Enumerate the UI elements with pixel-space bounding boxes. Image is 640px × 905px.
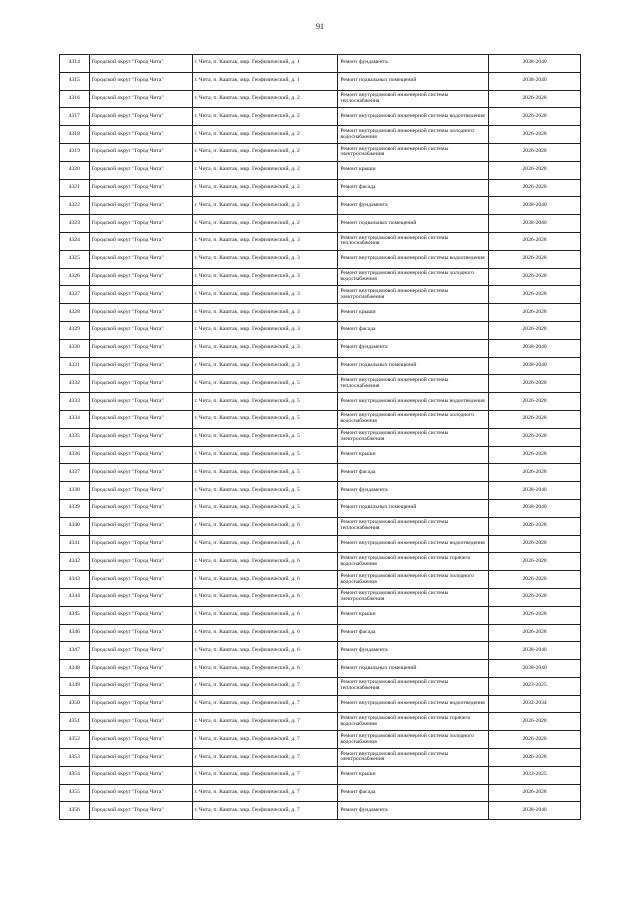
address-cell: г. Чита, п. Каштак, мкр. Геофизический, д. 6	[192, 571, 338, 589]
address-cell: г. Чита, п. Каштак, мкр. Геофизический, д. 2	[192, 143, 338, 161]
municipality-cell: Городской округ "Город Чита"	[89, 464, 192, 482]
work-type-cell: Ремонт подвальных помещений	[338, 499, 489, 517]
period-cell: 2026-2028	[489, 713, 581, 731]
address-cell: г. Чита, п. Каштак, мкр. Геофизический, д. 1	[192, 55, 338, 73]
row-number-cell: 4340	[60, 517, 90, 535]
table-row	[60, 232, 581, 250]
municipality-cell: Городской округ "Город Чита"	[89, 499, 192, 517]
work-type-cell: Ремонт внутридомовой инженерной системы электроснабжения	[338, 143, 489, 161]
work-type-cell: Ремонт фасада	[338, 321, 489, 339]
table-row	[60, 410, 581, 428]
municipality-cell: Городской округ "Город Чита"	[89, 588, 192, 606]
address-cell: г. Чита, п. Каштак, мкр. Геофизический, д. 2	[192, 108, 338, 126]
table-row	[60, 179, 581, 197]
municipality-cell: Городской округ "Город Чита"	[89, 731, 192, 749]
period-cell: 2038-2040	[489, 197, 581, 215]
municipality-cell: Городской округ "Город Чита"	[89, 428, 192, 446]
municipality-cell: Городской округ "Город Чита"	[89, 749, 192, 767]
table-row	[60, 660, 581, 678]
work-type-cell: Ремонт крыши	[338, 766, 489, 784]
address-cell: г. Чита, п. Каштак, мкр. Геофизический, д. 7	[192, 677, 338, 695]
period-cell: 2026-2028	[489, 108, 581, 126]
table-row	[60, 731, 581, 749]
row-number-cell: 4352	[60, 731, 90, 749]
period-cell: 2038-2040	[489, 642, 581, 660]
row-number-cell: 4332	[60, 375, 90, 393]
period-cell: 2023-2025	[489, 766, 581, 784]
period-cell: 2026-2028	[489, 624, 581, 642]
row-number-cell: 4321	[60, 179, 90, 197]
municipality-cell: Городской округ "Город Чита"	[89, 161, 192, 179]
row-number-cell: 4350	[60, 695, 90, 713]
period-cell: 2026-2028	[489, 375, 581, 393]
row-number-cell: 4333	[60, 393, 90, 411]
table-row	[60, 713, 581, 731]
period-cell: 2026-2028	[489, 731, 581, 749]
work-type-cell: Ремонт подвальных помещений	[338, 660, 489, 678]
period-cell: 2026-2028	[489, 749, 581, 767]
address-cell: г. Чита, п. Каштак, мкр. Геофизический, д. 2	[192, 197, 338, 215]
table-row	[60, 126, 581, 144]
period-cell: 2026-2028	[489, 784, 581, 802]
row-number-cell: 4343	[60, 571, 90, 589]
municipality-cell: Городской округ "Город Чита"	[89, 55, 192, 73]
period-cell: 2038-2040	[489, 660, 581, 678]
municipality-cell: Городской округ "Город Чита"	[89, 304, 192, 322]
municipality-cell: Городской округ "Город Чита"	[89, 517, 192, 535]
period-cell: 2026-2028	[489, 321, 581, 339]
period-cell: 2026-2028	[489, 250, 581, 268]
period-cell: 2032-2034	[489, 695, 581, 713]
table-row	[60, 250, 581, 268]
address-cell: г. Чита, п. Каштак, мкр. Геофизический, д. 5	[192, 446, 338, 464]
municipality-cell: Городской округ "Город Чита"	[89, 642, 192, 660]
work-type-cell: Ремонт внутридомовой инженерной системы теплоснабжения	[338, 517, 489, 535]
work-type-cell: Ремонт внутридомовой инженерной системы водоотведения	[338, 108, 489, 126]
row-number-cell: 4337	[60, 464, 90, 482]
table-row	[60, 339, 581, 357]
row-number-cell: 4331	[60, 357, 90, 375]
row-number-cell: 4335	[60, 428, 90, 446]
work-type-cell: Ремонт фундамента	[338, 339, 489, 357]
municipality-cell: Городской округ "Город Чита"	[89, 375, 192, 393]
table-row	[60, 571, 581, 589]
work-type-cell: Ремонт фасада	[338, 464, 489, 482]
row-number-cell: 4346	[60, 624, 90, 642]
period-cell: 2026-2028	[489, 304, 581, 322]
period-cell: 2026-2028	[489, 232, 581, 250]
address-cell: г. Чита, п. Каштак, мкр. Геофизический, д. 3	[192, 357, 338, 375]
address-cell: г. Чита, п. Каштак, мкр. Геофизический, д. 6	[192, 588, 338, 606]
address-cell: г. Чита, п. Каштак, мкр. Геофизический, д. 6	[192, 535, 338, 553]
table-row	[60, 393, 581, 411]
work-type-cell: Ремонт крыши	[338, 161, 489, 179]
table-row	[60, 428, 581, 446]
work-type-cell: Ремонт фундамента	[338, 197, 489, 215]
table-row	[60, 143, 581, 161]
address-cell: г. Чита, п. Каштак, мкр. Геофизический, д. 3	[192, 304, 338, 322]
municipality-cell: Городской округ "Город Чита"	[89, 126, 192, 144]
table-row	[60, 642, 581, 660]
period-cell: 2038-2040	[489, 215, 581, 233]
municipality-cell: Городской округ "Город Чита"	[89, 677, 192, 695]
municipality-cell: Городской округ "Город Чита"	[89, 108, 192, 126]
period-cell: 2038-2040	[489, 72, 581, 90]
municipality-cell: Городской округ "Город Чита"	[89, 713, 192, 731]
address-cell: г. Чита, п. Каштак, мкр. Геофизический, д. 6	[192, 624, 338, 642]
address-cell: г. Чита, п. Каштак, мкр. Геофизический, д. 5	[192, 410, 338, 428]
municipality-cell: Городской округ "Город Чита"	[89, 766, 192, 784]
municipality-cell: Городской округ "Город Чита"	[89, 321, 192, 339]
work-type-cell: Ремонт внутридомовой инженерной системы электроснабжения	[338, 749, 489, 767]
period-cell: 2026-2028	[489, 588, 581, 606]
row-number-cell: 4327	[60, 286, 90, 304]
municipality-cell: Городской округ "Город Чита"	[89, 357, 192, 375]
work-type-cell: Ремонт внутридомовой инженерной системы горячего водоснабжения	[338, 713, 489, 731]
municipality-cell: Городской округ "Город Чита"	[89, 339, 192, 357]
address-cell: г. Чита, п. Каштак, мкр. Геофизический, д. 5	[192, 375, 338, 393]
municipality-cell: Городской округ "Город Чита"	[89, 660, 192, 678]
address-cell: г. Чита, п. Каштак, мкр. Геофизический, д. 7	[192, 713, 338, 731]
address-cell: г. Чита, п. Каштак, мкр. Геофизический, д. 7	[192, 695, 338, 713]
work-type-cell: Ремонт подвальных помещений	[338, 72, 489, 90]
period-cell: 2026-2028	[489, 126, 581, 144]
work-type-cell: Ремонт внутридомовой инженерной системы холодного водоснабжения	[338, 126, 489, 144]
row-number-cell: 4341	[60, 535, 90, 553]
address-cell: г. Чита, п. Каштак, мкр. Геофизический, д. 2	[192, 90, 338, 108]
address-cell: г. Чита, п. Каштак, мкр. Геофизический, д. 7	[192, 766, 338, 784]
work-type-cell: Ремонт внутридомовой инженерной системы водоотведения	[338, 393, 489, 411]
table-row	[60, 499, 581, 517]
work-type-cell: Ремонт внутридомовой инженерной системы холодного водоснабжения	[338, 731, 489, 749]
work-type-cell: Ремонт фундамента	[338, 642, 489, 660]
address-cell: г. Чита, п. Каштак, мкр. Геофизический, д. 7	[192, 784, 338, 802]
address-cell: г. Чита, п. Каштак, мкр. Геофизический, д. 2	[192, 179, 338, 197]
work-type-cell: Ремонт внутридомовой инженерной системы электроснабжения	[338, 286, 489, 304]
period-cell: 2038-2040	[489, 357, 581, 375]
row-number-cell: 4325	[60, 250, 90, 268]
period-cell: 2038-2040	[489, 339, 581, 357]
address-cell: г. Чита, п. Каштак, мкр. Геофизический, д. 3	[192, 339, 338, 357]
row-number-cell: 4354	[60, 766, 90, 784]
row-number-cell: 4329	[60, 321, 90, 339]
work-type-cell: Ремонт внутридомовой инженерной системы электроснабжения	[338, 588, 489, 606]
row-number-cell: 4338	[60, 482, 90, 500]
work-type-cell: Ремонт подвальных помещений	[338, 215, 489, 233]
work-type-cell: Ремонт фасада	[338, 179, 489, 197]
table-row	[60, 268, 581, 286]
table-row	[60, 446, 581, 464]
table-row	[60, 482, 581, 500]
row-number-cell: 4344	[60, 588, 90, 606]
municipality-cell: Городской округ "Город Чита"	[89, 90, 192, 108]
address-cell: г. Чита, п. Каштак, мкр. Геофизический, д. 5	[192, 428, 338, 446]
table-row	[60, 535, 581, 553]
table-row	[60, 108, 581, 126]
municipality-cell: Городской округ "Город Чита"	[89, 232, 192, 250]
table-row	[60, 588, 581, 606]
municipality-cell: Городской округ "Город Чита"	[89, 606, 192, 624]
work-type-cell: Ремонт внутридомовой инженерной системы водоотведения	[338, 250, 489, 268]
period-cell: 2026-2028	[489, 143, 581, 161]
municipality-cell: Городской округ "Город Чита"	[89, 802, 192, 820]
work-type-cell: Ремонт фасада	[338, 784, 489, 802]
period-cell: 2038-2040	[489, 802, 581, 820]
row-number-cell: 4356	[60, 802, 90, 820]
table-row	[60, 357, 581, 375]
work-type-cell: Ремонт фундамента	[338, 482, 489, 500]
period-cell: 2026-2028	[489, 535, 581, 553]
address-cell: г. Чита, п. Каштак, мкр. Геофизический, д. 3	[192, 321, 338, 339]
work-type-cell: Ремонт внутридомовой инженерной системы водоотведения	[338, 535, 489, 553]
address-cell: г. Чита, п. Каштак, мкр. Геофизический, д. 5	[192, 482, 338, 500]
row-number-cell: 4315	[60, 72, 90, 90]
period-cell: 2026-2028	[489, 446, 581, 464]
municipality-cell: Городской округ "Город Чита"	[89, 143, 192, 161]
address-cell: г. Чита, п. Каштак, мкр. Геофизический, д. 7	[192, 731, 338, 749]
repair-schedule-table	[59, 54, 581, 820]
row-number-cell: 4355	[60, 784, 90, 802]
period-cell: 2026-2028	[489, 553, 581, 571]
address-cell: г. Чита, п. Каштак, мкр. Геофизический, д. 5	[192, 499, 338, 517]
table-row	[60, 321, 581, 339]
municipality-cell: Городской округ "Город Чита"	[89, 197, 192, 215]
address-cell: г. Чита, п. Каштак, мкр. Геофизический, д. 3	[192, 268, 338, 286]
row-number-cell: 4326	[60, 268, 90, 286]
municipality-cell: Городской округ "Город Чита"	[89, 624, 192, 642]
table-row	[60, 90, 581, 108]
table-row	[60, 517, 581, 535]
work-type-cell: Ремонт крыши	[338, 606, 489, 624]
address-cell: г. Чита, п. Каштак, мкр. Геофизический, д. 1	[192, 72, 338, 90]
row-number-cell: 4314	[60, 55, 90, 73]
table-row	[60, 749, 581, 767]
period-cell: 2026-2028	[489, 268, 581, 286]
municipality-cell: Городской округ "Город Чита"	[89, 784, 192, 802]
address-cell: г. Чита, п. Каштак, мкр. Геофизический, д. 3	[192, 250, 338, 268]
work-type-cell: Ремонт внутридомовой инженерной системы теплоснабжения	[338, 90, 489, 108]
municipality-cell: Городской округ "Город Чита"	[89, 482, 192, 500]
address-cell: г. Чита, п. Каштак, мкр. Геофизический, д. 3	[192, 232, 338, 250]
municipality-cell: Городской округ "Город Чита"	[89, 268, 192, 286]
work-type-cell: Ремонт внутридомовой инженерной системы теплоснабжения	[338, 375, 489, 393]
address-cell: г. Чита, п. Каштак, мкр. Геофизический, д. 6	[192, 642, 338, 660]
row-number-cell: 4318	[60, 126, 90, 144]
municipality-cell: Городской округ "Город Чита"	[89, 446, 192, 464]
row-number-cell: 4316	[60, 90, 90, 108]
address-cell: г. Чита, п. Каштак, мкр. Геофизический, д. 7	[192, 749, 338, 767]
address-cell: г. Чита, п. Каштак, мкр. Геофизический, д. 5	[192, 393, 338, 411]
work-type-cell: Ремонт внутридомовой инженерной системы электроснабжения	[338, 428, 489, 446]
row-number-cell: 4342	[60, 553, 90, 571]
table-row	[60, 161, 581, 179]
work-type-cell: Ремонт внутридомовой инженерной системы водоотведения	[338, 695, 489, 713]
period-cell: 2026-2028	[489, 90, 581, 108]
address-cell: г. Чита, п. Каштак, мкр. Геофизический, д. 2	[192, 161, 338, 179]
row-number-cell: 4349	[60, 677, 90, 695]
table-row	[60, 197, 581, 215]
row-number-cell: 4347	[60, 642, 90, 660]
municipality-cell: Городской округ "Город Чита"	[89, 410, 192, 428]
municipality-cell: Городской округ "Город Чита"	[89, 179, 192, 197]
table-row	[60, 464, 581, 482]
page-number: 91	[316, 22, 324, 31]
municipality-cell: Городской округ "Город Чита"	[89, 215, 192, 233]
table-row	[60, 784, 581, 802]
work-type-cell: Ремонт фундамента	[338, 802, 489, 820]
work-type-cell: Ремонт внутридомовой инженерной системы холодного водоснабжения	[338, 268, 489, 286]
period-cell: 2026-2028	[489, 517, 581, 535]
municipality-cell: Городской округ "Город Чита"	[89, 393, 192, 411]
municipality-cell: Городской округ "Город Чита"	[89, 250, 192, 268]
row-number-cell: 4336	[60, 446, 90, 464]
row-number-cell: 4323	[60, 215, 90, 233]
row-number-cell: 4353	[60, 749, 90, 767]
period-cell: 2038-2040	[489, 55, 581, 73]
municipality-cell: Городской округ "Город Чита"	[89, 553, 192, 571]
table-row	[60, 55, 581, 73]
work-type-cell: Ремонт внутридомовой инженерной системы холодного водоснабжения	[338, 410, 489, 428]
row-number-cell: 4348	[60, 660, 90, 678]
period-cell: 2026-2028	[489, 161, 581, 179]
table-row	[60, 802, 581, 820]
row-number-cell: 4320	[60, 161, 90, 179]
table-row	[60, 304, 581, 322]
address-cell: г. Чита, п. Каштак, мкр. Геофизический, д. 6	[192, 553, 338, 571]
period-cell: 2038-2040	[489, 499, 581, 517]
table-row	[60, 695, 581, 713]
period-cell: 2038-2040	[489, 482, 581, 500]
address-cell: г. Чита, п. Каштак, мкр. Геофизический, д. 2	[192, 215, 338, 233]
work-type-cell: Ремонт внутридомовой инженерной системы теплоснабжения	[338, 232, 489, 250]
work-type-cell: Ремонт фундамента	[338, 55, 489, 73]
work-type-cell: Ремонт крыши	[338, 304, 489, 322]
table-row	[60, 606, 581, 624]
work-type-cell: Ремонт внутридомовой инженерной системы холодного водоснабжения	[338, 571, 489, 589]
municipality-cell: Городской округ "Город Чита"	[89, 571, 192, 589]
period-cell: 2026-2028	[489, 464, 581, 482]
work-type-cell: Ремонт подвальных помещений	[338, 357, 489, 375]
table-row	[60, 677, 581, 695]
table-row	[60, 375, 581, 393]
period-cell: 2026-2028	[489, 571, 581, 589]
municipality-cell: Городской округ "Город Чита"	[89, 286, 192, 304]
row-number-cell: 4324	[60, 232, 90, 250]
period-cell: 2026-2028	[489, 179, 581, 197]
table-row	[60, 72, 581, 90]
row-number-cell: 4322	[60, 197, 90, 215]
work-type-cell: Ремонт крыши	[338, 446, 489, 464]
table-row	[60, 624, 581, 642]
row-number-cell: 4351	[60, 713, 90, 731]
table-row	[60, 286, 581, 304]
table-row	[60, 215, 581, 233]
address-cell: г. Чита, п. Каштак, мкр. Геофизический, д. 5	[192, 464, 338, 482]
period-cell: 2026-2028	[489, 393, 581, 411]
municipality-cell: Городской округ "Город Чита"	[89, 72, 192, 90]
address-cell: г. Чита, п. Каштак, мкр. Геофизический, д. 6	[192, 517, 338, 535]
table-row	[60, 553, 581, 571]
period-cell: 2023-2025	[489, 677, 581, 695]
period-cell: 2026-2028	[489, 286, 581, 304]
row-number-cell: 4334	[60, 410, 90, 428]
table-row	[60, 766, 581, 784]
period-cell: 2026-2028	[489, 606, 581, 624]
row-number-cell: 4319	[60, 143, 90, 161]
work-type-cell: Ремонт фасада	[338, 624, 489, 642]
period-cell: 2026-2028	[489, 428, 581, 446]
address-cell: г. Чита, п. Каштак, мкр. Геофизический, д. 6	[192, 606, 338, 624]
table-body	[60, 55, 581, 820]
row-number-cell: 4345	[60, 606, 90, 624]
period-cell: 2026-2028	[489, 410, 581, 428]
row-number-cell: 4317	[60, 108, 90, 126]
municipality-cell: Городской округ "Город Чита"	[89, 535, 192, 553]
row-number-cell: 4339	[60, 499, 90, 517]
address-cell: г. Чита, п. Каштак, мкр. Геофизический, д. 7	[192, 802, 338, 820]
address-cell: г. Чита, п. Каштак, мкр. Геофизический, д. 2	[192, 126, 338, 144]
municipality-cell: Городской округ "Город Чита"	[89, 695, 192, 713]
address-cell: г. Чита, п. Каштак, мкр. Геофизический, д. 3	[192, 286, 338, 304]
row-number-cell: 4328	[60, 304, 90, 322]
row-number-cell: 4330	[60, 339, 90, 357]
work-type-cell: Ремонт внутридомовой инженерной системы теплоснабжения	[338, 677, 489, 695]
address-cell: г. Чита, п. Каштак, мкр. Геофизический, д. 6	[192, 660, 338, 678]
work-type-cell: Ремонт внутридомовой инженерной системы горячего водоснабжения	[338, 553, 489, 571]
